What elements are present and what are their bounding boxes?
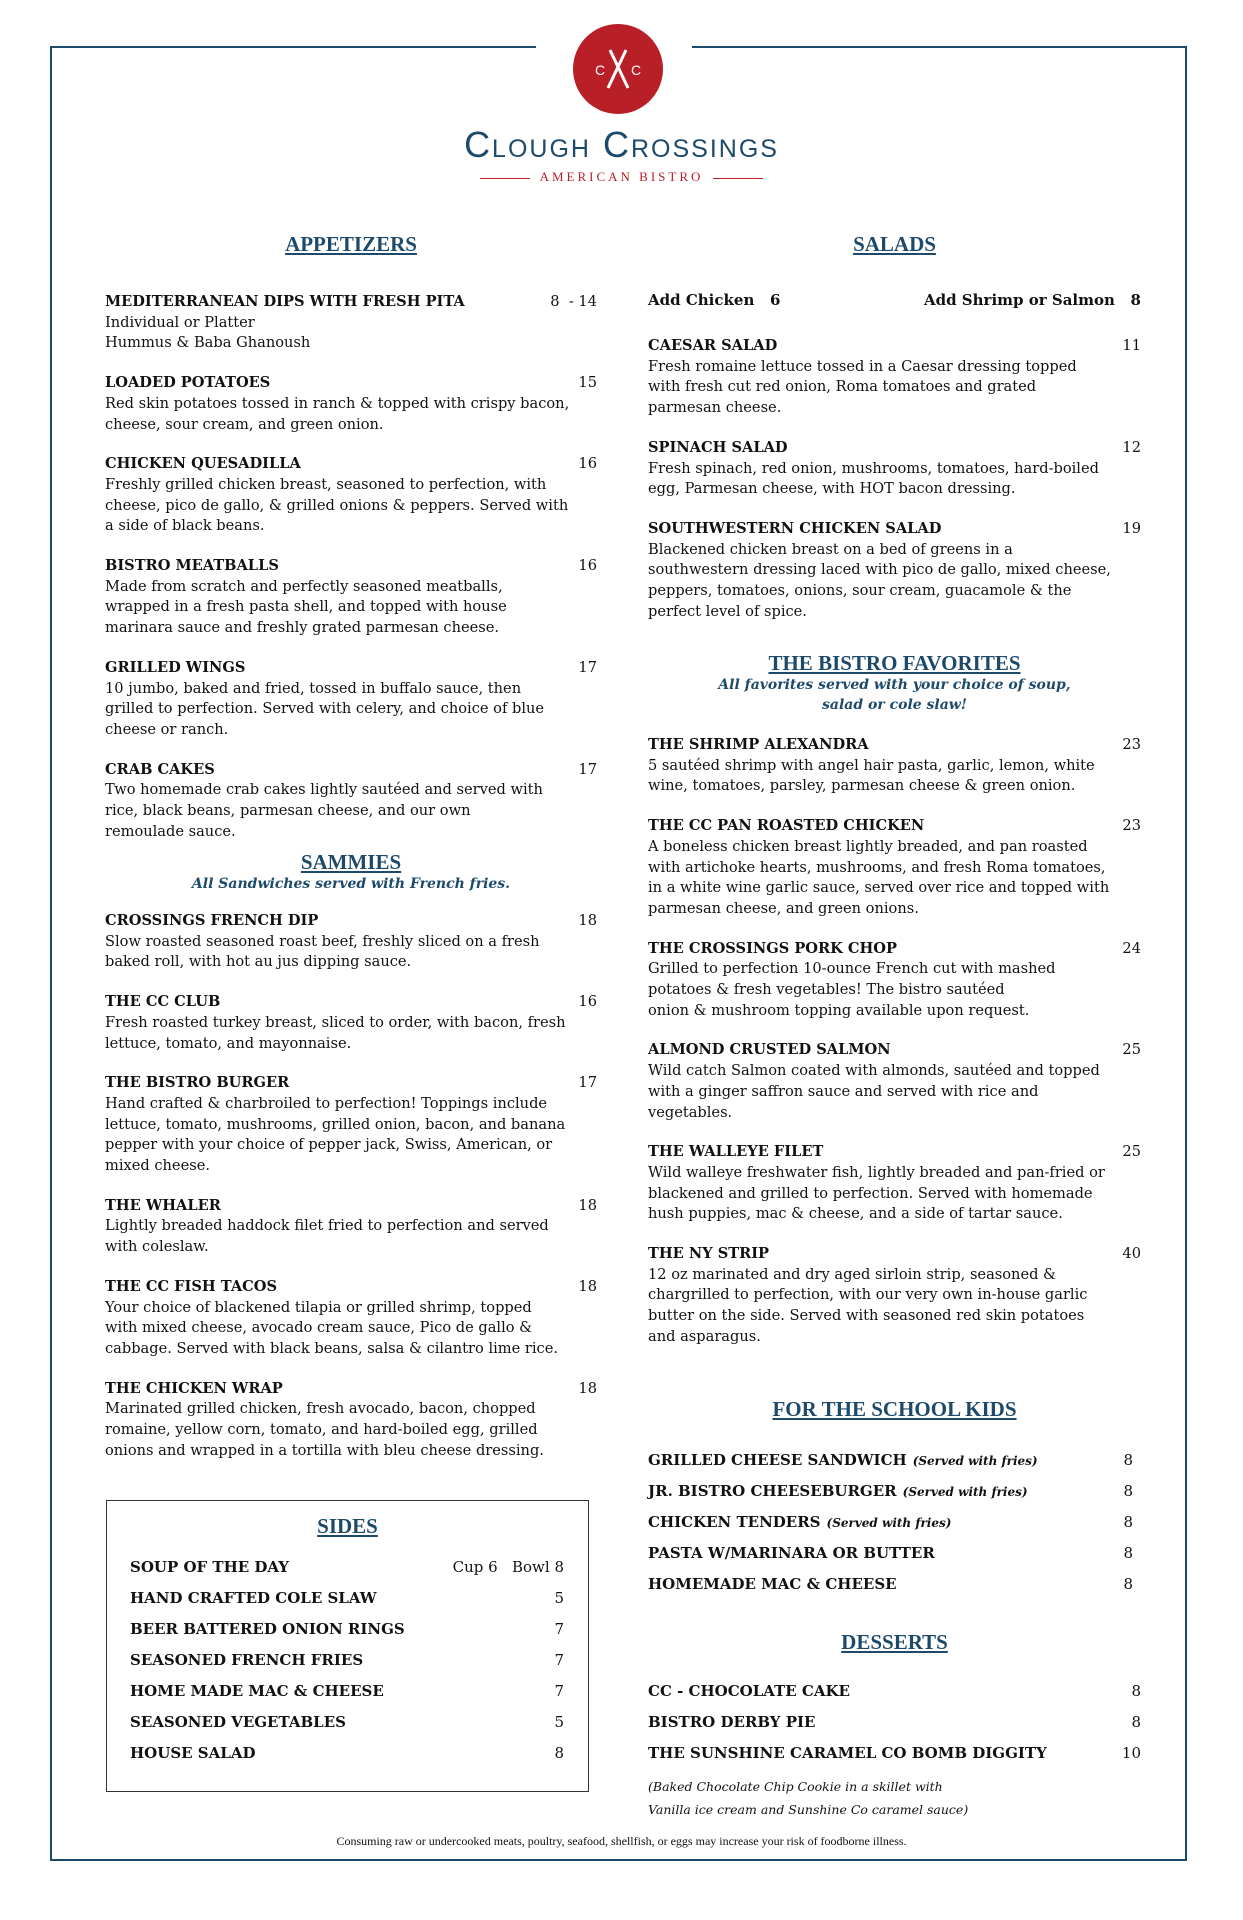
menu-item-price: 18	[578, 1379, 597, 1397]
menu-item-price: 10	[1121, 1744, 1141, 1762]
menu-item-name: SOUP OF THE DAY	[130, 1558, 290, 1576]
menu-item-header	[648, 1142, 1141, 1163]
svg-text:C: C	[630, 62, 642, 78]
menu-item-description: Made from scratch and perfectly seasoned meatballs, wrapped in a fresh pasta shell, and topped with house marinara sauce and freshly grated parmesan cheese.	[105, 577, 507, 637]
menu-item-header	[105, 992, 597, 1013]
menu-item-name: THE WALLEYE FILET	[648, 1143, 824, 1161]
menu-item-name: HAND CRAFTED COLE SLAW	[130, 1589, 377, 1607]
menu-item	[130, 1682, 564, 1713]
menu-item	[648, 1040, 1141, 1123]
menu-item-description: Grilled to perfection 10-ounce French cut with mashed potatoes & fresh vegetables! The bistro sautéed onion & mushroom topping available upon request.	[648, 960, 1056, 1019]
sides-box	[106, 1500, 589, 1792]
restaurant-name: Clough Crossings	[464, 124, 779, 165]
menu-item-note: (Served with fries)	[902, 1485, 1028, 1499]
menu-item-price: 23	[1122, 817, 1141, 835]
addon-chicken: Add Chicken 6	[648, 291, 781, 309]
menu-item-note: (Served with fries)	[912, 1454, 1038, 1468]
menu-item-header	[105, 556, 597, 577]
menu-item-note: (Served with fries)	[826, 1516, 952, 1530]
menu-item-label	[130, 1682, 384, 1700]
menu-item-header	[105, 373, 597, 394]
menu-item-header	[648, 1040, 1141, 1061]
menu-item-description: 12 oz marinated and dry aged sirloin strip, seasoned & chargrilled to perfection, with our very own in-house garlic butter on the side. Served with seasoned red skin potatoes and asparagus.	[648, 1265, 1088, 1345]
menu-item-price: 40	[1122, 1245, 1141, 1263]
menu-item-price: 23	[1122, 736, 1141, 753]
menu-item-price: 16	[578, 455, 597, 473]
logo-icon	[573, 24, 663, 114]
menu-item-name: SEASONED VEGETABLES	[130, 1713, 346, 1731]
menu-item-label	[648, 1544, 935, 1562]
menu-item-name: BEER BATTERED ONION RINGS	[130, 1620, 405, 1638]
tagline-text: AMERICAN BISTRO	[539, 169, 704, 184]
menu-item	[105, 556, 597, 639]
menu-item-name: THE WHALER	[105, 1196, 221, 1214]
menu-item-header	[648, 735, 1141, 756]
menu-item	[648, 1544, 1133, 1575]
menu-item-label	[648, 1482, 1028, 1500]
menu-item-name: HOME MADE MAC & CHEESE	[130, 1682, 384, 1700]
dessert-note	[648, 1775, 1141, 1821]
menu-item-header	[648, 816, 1141, 837]
section-note-line2: salad or cole slaw!	[821, 697, 968, 713]
menu-item-name: PASTA W/MARINARA OR BUTTER	[648, 1544, 935, 1562]
menu-item-price: 18	[578, 912, 597, 929]
menu-item-name: THE NY STRIP	[648, 1245, 770, 1263]
menu-item-price: 8	[1123, 1513, 1133, 1531]
menu-item	[105, 760, 597, 843]
tagline	[0, 169, 1243, 185]
menu-item-price: 7	[554, 1651, 564, 1669]
menu-item-description: 5 sautéed shrimp with angel hair pasta, garlic, lemon, white wine, tomatoes, parsley, parmesan cheese & green onion.	[648, 756, 1095, 795]
menu-item-price: 17	[578, 1074, 597, 1092]
menu-item-header	[648, 939, 1141, 960]
dessert-note-line2: Vanilla ice cream and Sunshine Co caramel sauce)	[648, 1802, 969, 1817]
menu-item	[105, 292, 597, 354]
menu-item-label	[648, 1575, 897, 1593]
menu-item-price: 7	[554, 1620, 564, 1638]
sammies-section	[105, 850, 597, 1480]
addon-shrimp-salmon: Add Shrimp or Salmon 8	[923, 291, 1141, 309]
menu-item-name: CAESAR SALAD	[648, 337, 778, 354]
food-safety-disclaimer: Consuming raw or undercooked meats, poultry, seafood, shellfish, or eggs may increase your risk of foodborne illness.	[336, 1834, 907, 1848]
menu-item	[130, 1558, 564, 1589]
menu-item-header	[105, 1196, 597, 1217]
menu-item-name: ALMOND CRUSTED SALMON	[648, 1041, 891, 1059]
menu-item-name: GRILLED CHEESE SANDWICH	[648, 1451, 907, 1469]
desserts-section	[648, 1630, 1141, 1821]
menu-item-price: 7	[554, 1682, 564, 1700]
menu-item-description: Two homemade crab cakes lightly sautéed and served with rice, black beans, parmesan cheese, and our own remoulade sauce.	[105, 781, 543, 840]
menu-item-price: 18	[578, 1277, 597, 1295]
menu-item-price: 11	[1122, 337, 1141, 354]
menu-item	[130, 1744, 564, 1775]
menu-item-name: CHICKEN TENDERS	[648, 1513, 821, 1531]
dessert-note-line1: (Baked Chocolate Chip Cookie in a skillet with	[648, 1779, 943, 1794]
section-heading: SAMMIES	[300, 850, 402, 874]
menu-item-header	[105, 1073, 597, 1094]
menu-item	[648, 1482, 1133, 1513]
menu-item-price: 8 - 14	[550, 293, 597, 310]
menu-item-description: Wild catch Salmon coated with almonds, sautéed and topped with a ginger saffron sauce and served with rice and vegetables.	[648, 1062, 1100, 1121]
menu-item-price: 5	[554, 1589, 564, 1607]
menu-item-label	[130, 1589, 377, 1607]
menu-item-price: 17	[578, 658, 597, 676]
menu-item-name: CROSSINGS FRENCH DIP	[105, 912, 319, 929]
menu-item	[648, 1713, 1141, 1744]
menu-item	[105, 1073, 597, 1177]
menu-item	[648, 1513, 1133, 1544]
menu-item-name: SPINACH SALAD	[648, 438, 788, 456]
menu-item-description: Blackened chicken breast on a bed of greens in a southwestern dressing laced with pico de gallo, mixed cheese, peppers, tomatoes, onions, sour cream, guacamole & the perfect level of spice.	[648, 540, 1111, 620]
menu-item-name: SEASONED FRENCH FRIES	[130, 1651, 364, 1669]
menu-item	[105, 1196, 597, 1258]
menu-item	[648, 519, 1141, 623]
menu-item-label	[648, 1682, 850, 1700]
menu-items	[648, 735, 1141, 1348]
menu-item-price: 16	[578, 993, 597, 1011]
section-heading: THE BISTRO FAVORITES	[768, 651, 1021, 675]
menu-item	[105, 911, 597, 973]
menu-item-name: THE CC PAN ROASTED CHICKEN	[648, 817, 925, 835]
menu-item	[648, 1575, 1133, 1606]
section-heading: SALADS	[853, 232, 936, 256]
menu-item-name: THE BISTRO BURGER	[105, 1074, 290, 1092]
menu-item-description: 10 jumbo, baked and fried, tossed in buffalo sauce, then grilled to perfection. Served with celery, and choice of blue cheese or ranch.	[105, 679, 545, 738]
menu-item-price: 19	[1122, 519, 1141, 537]
menu-item-description: Red skin potatoes tossed in ranch & topped with crispy bacon, cheese, sour cream, and green onion.	[105, 394, 570, 433]
menu-item-price: 8	[1123, 1575, 1133, 1593]
menu-item-description: Hand crafted & charbroiled to perfection! Toppings include lettuce, tomato, mushrooms, grilled onion, bacon, and banana pepper with your choice of pepper jack, Swiss, American, or mixed cheese.	[105, 1094, 566, 1175]
menu-item-name: LOADED POTATOES	[105, 374, 271, 392]
section-heading: SIDES	[317, 1514, 378, 1538]
menu-item	[105, 1379, 597, 1462]
menu-item	[648, 336, 1141, 419]
menu-item-name: JR. BISTRO CHEESEBURGER	[648, 1482, 897, 1500]
svg-text:C: C	[594, 62, 606, 78]
menu-item-label	[648, 1744, 1047, 1762]
appetizers-section	[105, 232, 597, 861]
menu-items	[648, 1451, 1141, 1606]
menu-item-header	[648, 1244, 1141, 1265]
menu-item-name: THE CC FISH TACOS	[105, 1277, 278, 1295]
menu-item-description: Marinated grilled chicken, fresh avocado, bacon, chopped romaine, yellow corn, tomato, and hard-boiled egg, grilled onions and wrapped in a tortilla with bleu cheese dressing.	[105, 1400, 544, 1459]
menu-item-price: 18	[578, 1196, 597, 1214]
menu-item	[648, 816, 1141, 920]
menu-item-price: 17	[578, 760, 597, 778]
section-heading: DESSERTS	[841, 1630, 948, 1654]
menu-item-header	[105, 911, 597, 932]
menu-items	[648, 336, 1141, 622]
menu-item-name: THE CROSSINGS PORK CHOP	[648, 939, 897, 957]
menu-item-description: Individual or Platter Hummus & Baba Ghanoush	[105, 313, 311, 352]
kids-section	[648, 1397, 1141, 1606]
section-heading: APPETIZERS	[285, 232, 417, 256]
menu-item	[648, 735, 1141, 797]
menu-item-label	[648, 1513, 951, 1531]
menu-item-label	[130, 1620, 405, 1638]
menu-item	[105, 373, 597, 435]
menu-item	[130, 1620, 564, 1651]
menu-item	[648, 1744, 1141, 1775]
menu-item-price: 8	[1131, 1713, 1141, 1731]
menu-item-header	[648, 336, 1141, 357]
menu-item-name: CHICKEN QUESADILLA	[105, 455, 301, 473]
menu-items	[130, 1558, 564, 1775]
section-heading: FOR THE SCHOOL KIDS	[772, 1397, 1017, 1421]
menu-item	[648, 1451, 1133, 1482]
menu-item-price: 12	[1122, 438, 1141, 456]
menu-item-description: Fresh romaine lettuce tossed in a Caesar dressing topped with fresh cut red onion, Roma tomatoes and grated parmesan cheese.	[648, 357, 1077, 417]
section-note-line1: All favorites served with your choice of soup,	[718, 677, 1071, 693]
menu-item	[130, 1651, 564, 1682]
menu-item	[105, 454, 597, 537]
menu-item-description: Slow roasted seasoned roast beef, freshly sliced on a fresh baked roll, with hot au jus dipping sauce.	[105, 932, 540, 971]
menu-item-header	[105, 658, 597, 679]
favorites-section	[648, 651, 1141, 1367]
menu-item-description: Freshly grilled chicken breast, seasoned to perfection, with cheese, pico de gallo, & grilled onions & peppers. Served with a side of black beans.	[105, 475, 569, 535]
menu-item	[648, 1142, 1141, 1225]
menu-item	[105, 992, 597, 1054]
menu-item-label	[130, 1558, 289, 1576]
menu-item-header	[648, 519, 1141, 540]
menu-item-name: THE SUNSHINE CARAMEL CO BOMB DIGGITY	[648, 1744, 1047, 1762]
menu-item	[648, 1682, 1141, 1713]
menu-item-header	[105, 1277, 597, 1298]
menu-item-description: Lightly breaded haddock filet fried to perfection and served with coleslaw.	[105, 1217, 549, 1256]
section-note: All Sandwiches served with French fries.	[191, 876, 511, 892]
menu-item	[105, 1277, 597, 1360]
menu-item-name: THE CHICKEN WRAP	[105, 1379, 283, 1397]
menu-item-header	[105, 760, 597, 781]
menu-item	[130, 1713, 564, 1744]
menu-item-price: 15	[578, 374, 597, 392]
menu-item-label	[648, 1713, 815, 1731]
menu-item-price: 25	[1122, 1143, 1141, 1161]
menu-item-price: 16	[578, 557, 597, 575]
menu-item	[648, 939, 1141, 1022]
addons-row	[648, 290, 1141, 310]
menu-item-description: Fresh spinach, red onion, mushrooms, tomatoes, hard-boiled egg, Parmesan cheese, with HOT bacon dressing.	[648, 459, 1099, 498]
menu-items	[105, 292, 597, 842]
menu-item-name: CC - CHOCOLATE CAKE	[648, 1682, 850, 1700]
menu-item-name: BISTRO MEATBALLS	[105, 557, 279, 575]
menu-item-price: 24	[1122, 939, 1141, 957]
menu-item-header	[105, 454, 597, 475]
menu-item-label	[130, 1713, 346, 1731]
menu-item-header	[105, 292, 597, 313]
menu-item	[648, 1244, 1141, 1348]
menu-item-label	[130, 1744, 255, 1762]
menu-item-price: 8	[1123, 1451, 1133, 1469]
menu-item	[130, 1589, 564, 1620]
menu-item-name: GRILLED WINGS	[105, 658, 246, 676]
menu-item-price: 8	[1131, 1682, 1141, 1700]
menu-item-description: Fresh roasted turkey breast, sliced to order, with bacon, fresh lettuce, tomato, and mayonnaise.	[105, 1013, 566, 1052]
menu-item-price: 5	[554, 1713, 564, 1731]
menu-item-price: 8	[1123, 1482, 1133, 1500]
menu-items	[105, 911, 597, 1461]
menu-item-header	[105, 1379, 597, 1400]
menu-item-price: 8	[1123, 1544, 1133, 1562]
menu-item-price: Cup 6 Bowl 8	[452, 1558, 564, 1576]
menu-item-name: MEDITERRANEAN DIPS WITH FRESH PITA	[105, 293, 465, 310]
menu-item-name: HOMEMADE MAC & CHEESE	[648, 1575, 897, 1593]
menu-item-description: Wild walleye freshwater fish, lightly breaded and pan-fried or blackened and grilled to perfection. Served with homemade hush puppies, mac & cheese, and a side of tartar sauce.	[648, 1163, 1105, 1223]
menu-item-name: THE SHRIMP ALEXANDRA	[648, 736, 869, 753]
menu-item	[105, 658, 597, 741]
menu-item	[648, 438, 1141, 500]
menu-item-name: BISTRO DERBY PIE	[648, 1713, 816, 1731]
menu-item-name: SOUTHWESTERN CHICKEN SALAD	[648, 519, 942, 537]
menu-items	[648, 1682, 1141, 1775]
menu-item-description: Your choice of blackened tilapia or grilled shrimp, topped with mixed cheese, avocado cream sauce, Pico de gallo & cabbage. Served with black beans, salsa & cilantro lime rice.	[105, 1298, 558, 1357]
menu-item-price: 25	[1122, 1041, 1141, 1059]
menu-item-price: 8	[554, 1744, 564, 1762]
menu-item-name: CRAB CAKES	[105, 760, 215, 778]
menu-item-label	[648, 1451, 1038, 1469]
menu-item-name: THE CC CLUB	[105, 993, 221, 1011]
menu-item-label	[130, 1651, 363, 1669]
menu-item-description: A boneless chicken breast lightly breaded, and pan roasted with artichoke hearts, mushrooms, and fresh Roma tomatoes, in a white wine garlic sauce, served over rice and topped with parmesan cheese, and green onions.	[648, 837, 1110, 917]
salads-section	[648, 232, 1141, 641]
menu-item-header	[648, 438, 1141, 459]
menu-item-name: HOUSE SALAD	[130, 1744, 256, 1762]
